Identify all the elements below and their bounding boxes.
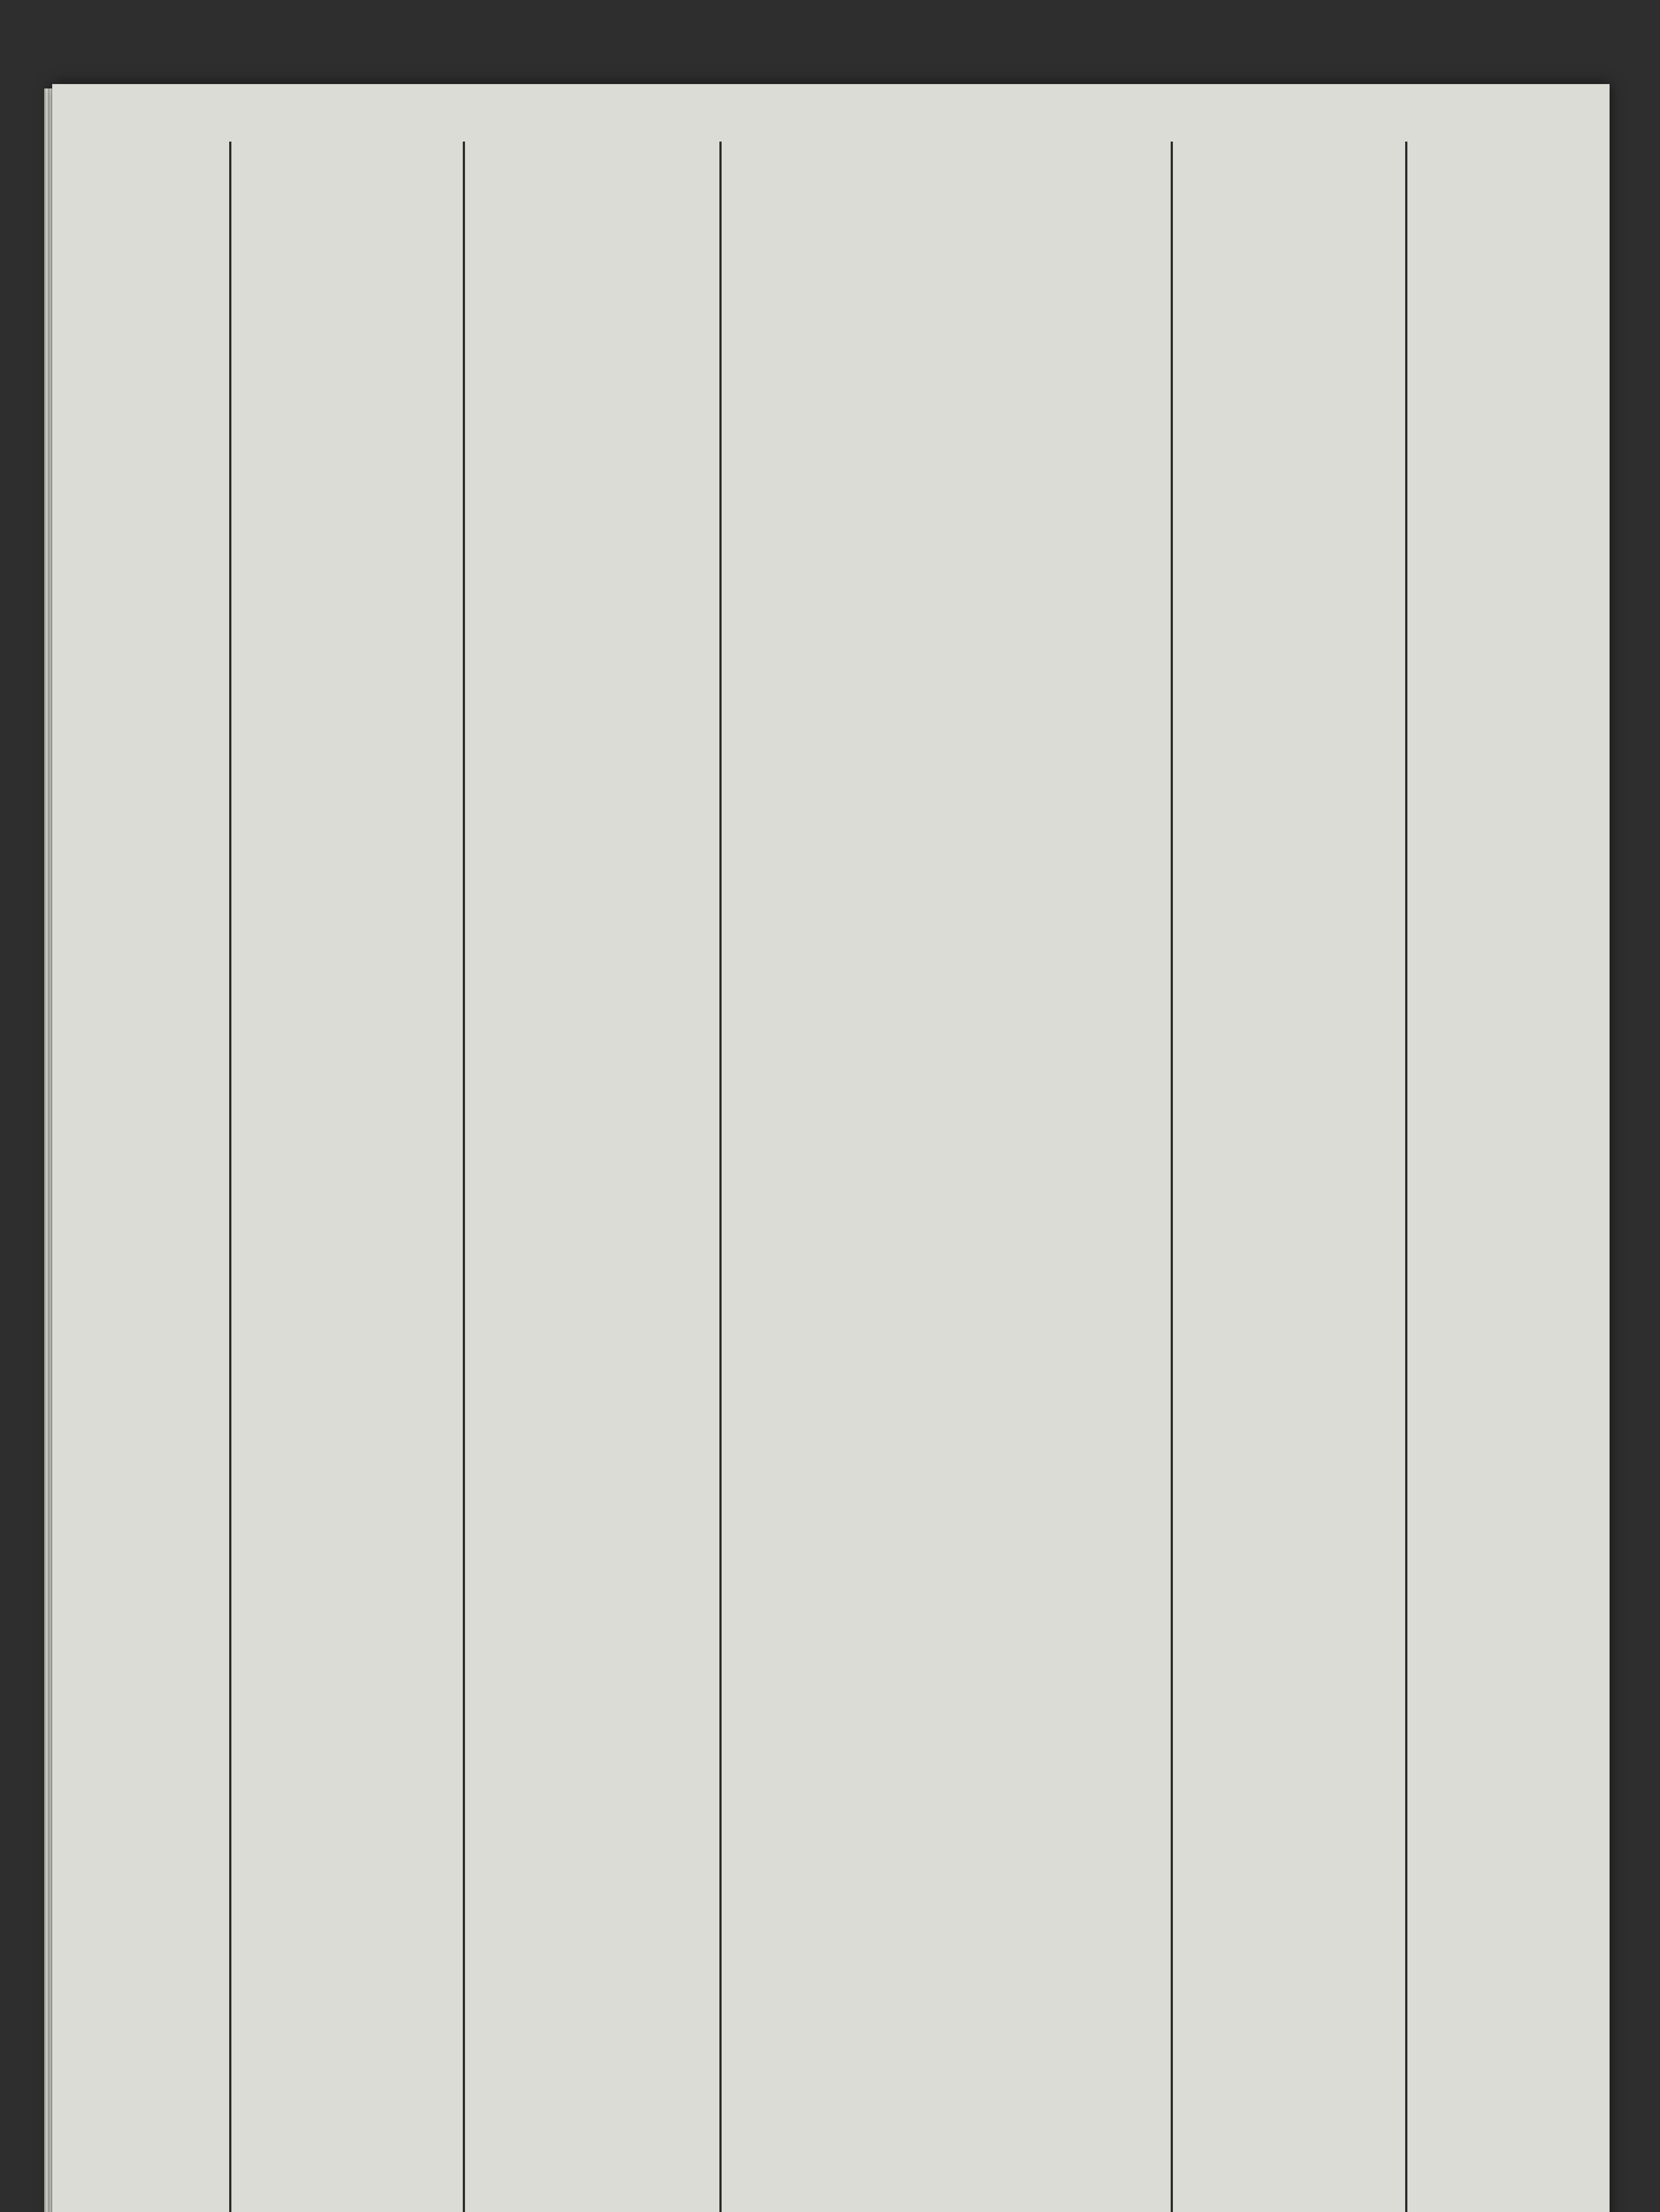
column-rule <box>463 142 465 2212</box>
column-rule <box>1171 142 1173 2212</box>
column-rule <box>719 142 722 2212</box>
newspaper-page <box>52 84 1610 2212</box>
column-rule <box>1405 142 1407 2212</box>
column-1 <box>181 142 402 2212</box>
